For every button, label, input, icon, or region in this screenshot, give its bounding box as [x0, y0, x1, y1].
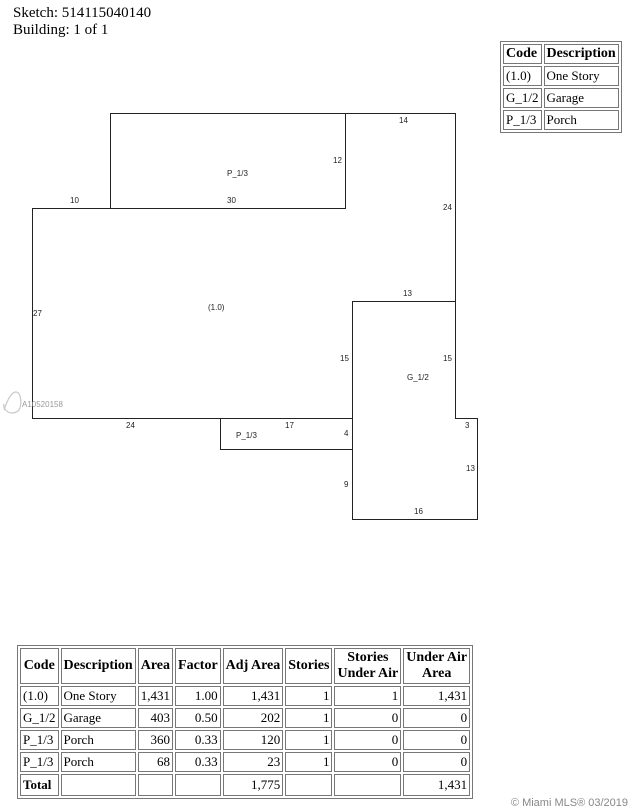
table-row — [20, 752, 470, 772]
cell-code: G_1/2 — [20, 708, 59, 728]
total-empty-cell — [334, 774, 401, 796]
small-porch-label: P_1/3 — [236, 431, 257, 440]
dimension-label: 24 — [443, 203, 452, 212]
cell-area: 1,431 — [138, 686, 173, 706]
cell-under-air-area: 0 — [403, 708, 470, 728]
cell-area: 403 — [138, 708, 173, 728]
legend-code: (1.0) — [503, 66, 542, 86]
header-under-air-area: Under Air Area — [403, 648, 470, 684]
area-header-row — [20, 648, 470, 684]
dimension-label: 30 — [227, 196, 236, 205]
legend-header-description: Description — [544, 44, 619, 64]
legend-description: Garage — [544, 88, 619, 108]
cell-stories: 1 — [285, 730, 332, 750]
cell-area: 360 — [138, 730, 173, 750]
total-empty-cell — [138, 774, 173, 796]
cell-description: Porch — [61, 752, 136, 772]
cell-factor: 0.50 — [175, 708, 221, 728]
dimension-label: 13 — [466, 464, 475, 473]
table-row — [20, 730, 470, 750]
cell-stories: 1 — [285, 708, 332, 728]
cell-area: 68 — [138, 752, 173, 772]
legend-description: One Story — [544, 66, 619, 86]
cell-adj-area: 1,431 — [223, 686, 284, 706]
cell-under-air-area: 0 — [403, 752, 470, 772]
cell-under-air-area: 0 — [403, 730, 470, 750]
dimension-label: 12 — [333, 156, 342, 165]
legend-header-code: Code — [503, 44, 542, 64]
dimension-label: 14 — [399, 116, 408, 125]
table-row — [20, 708, 470, 728]
legend-code: G_1/2 — [503, 88, 542, 108]
dimension-label: 24 — [126, 421, 135, 430]
cell-factor: 0.33 — [175, 730, 221, 750]
legend-code: P_1/3 — [503, 110, 542, 130]
header-stories-under-air: Stories Under Air — [334, 648, 401, 684]
mls-watermark-icon — [4, 392, 21, 413]
header-code: Code — [20, 648, 59, 684]
dimension-label: 3 — [465, 421, 470, 430]
main-house-outline — [33, 114, 456, 419]
copyright-footer: © Miami MLS® 03/2019 — [510, 797, 628, 809]
watermark-text: A10520158 — [22, 400, 63, 409]
sketch-id: Sketch: 514115040140 — [13, 5, 152, 21]
area-summary-table — [17, 645, 473, 799]
cell-adj-area: 120 — [223, 730, 284, 750]
cell-description: One Story — [61, 686, 136, 706]
dimension-label: 17 — [285, 421, 294, 430]
cell-under-air-area: 1,431 — [403, 686, 470, 706]
dimension-label: 16 — [414, 507, 423, 516]
header-stories: Stories — [285, 648, 332, 684]
cell-factor: 1.00 — [175, 686, 221, 706]
dimension-label: 9 — [344, 480, 349, 489]
total-empty-cell — [61, 774, 136, 796]
cell-code: P_1/3 — [20, 752, 59, 772]
cell-stories: 1 — [285, 686, 332, 706]
dimension-label: 27 — [33, 309, 42, 318]
header-area: Area — [138, 648, 173, 684]
total-under-air-area: 1,431 — [403, 774, 470, 796]
header-description: Description — [61, 648, 136, 684]
legend-description: Porch — [544, 110, 619, 130]
total-adj-area: 1,775 — [223, 774, 284, 796]
cell-description: Porch — [61, 730, 136, 750]
dimension-label: 15 — [443, 354, 452, 363]
total-label: Total — [20, 774, 59, 796]
garage-label: G_1/2 — [407, 373, 429, 382]
total-empty-cell — [285, 774, 332, 796]
garage-outline — [353, 302, 478, 520]
cell-adj-area: 23 — [223, 752, 284, 772]
top-porch-outline — [111, 114, 346, 209]
dimension-label: 15 — [340, 354, 349, 363]
dimension-label: 10 — [70, 196, 79, 205]
table-row — [20, 686, 470, 706]
cell-description: Garage — [61, 708, 136, 728]
header-factor: Factor — [175, 648, 221, 684]
top-porch-label: P_1/3 — [227, 169, 248, 178]
cell-factor: 0.33 — [175, 752, 221, 772]
dimension-label: 13 — [403, 289, 412, 298]
cell-stories-under-air: 1 — [334, 686, 401, 706]
cell-stories: 1 — [285, 752, 332, 772]
cell-adj-area: 202 — [223, 708, 284, 728]
cell-code: (1.0) — [20, 686, 59, 706]
cell-stories-under-air: 0 — [334, 730, 401, 750]
cell-code: P_1/3 — [20, 730, 59, 750]
header-adj-area: Adj Area — [223, 648, 284, 684]
cell-stories-under-air: 0 — [334, 752, 401, 772]
building-count: Building: 1 of 1 — [13, 22, 109, 38]
main-area-label: (1.0) — [208, 303, 225, 312]
total-row — [20, 774, 470, 796]
total-empty-cell — [175, 774, 221, 796]
dimension-label: 4 — [344, 429, 349, 438]
cell-stories-under-air: 0 — [334, 708, 401, 728]
